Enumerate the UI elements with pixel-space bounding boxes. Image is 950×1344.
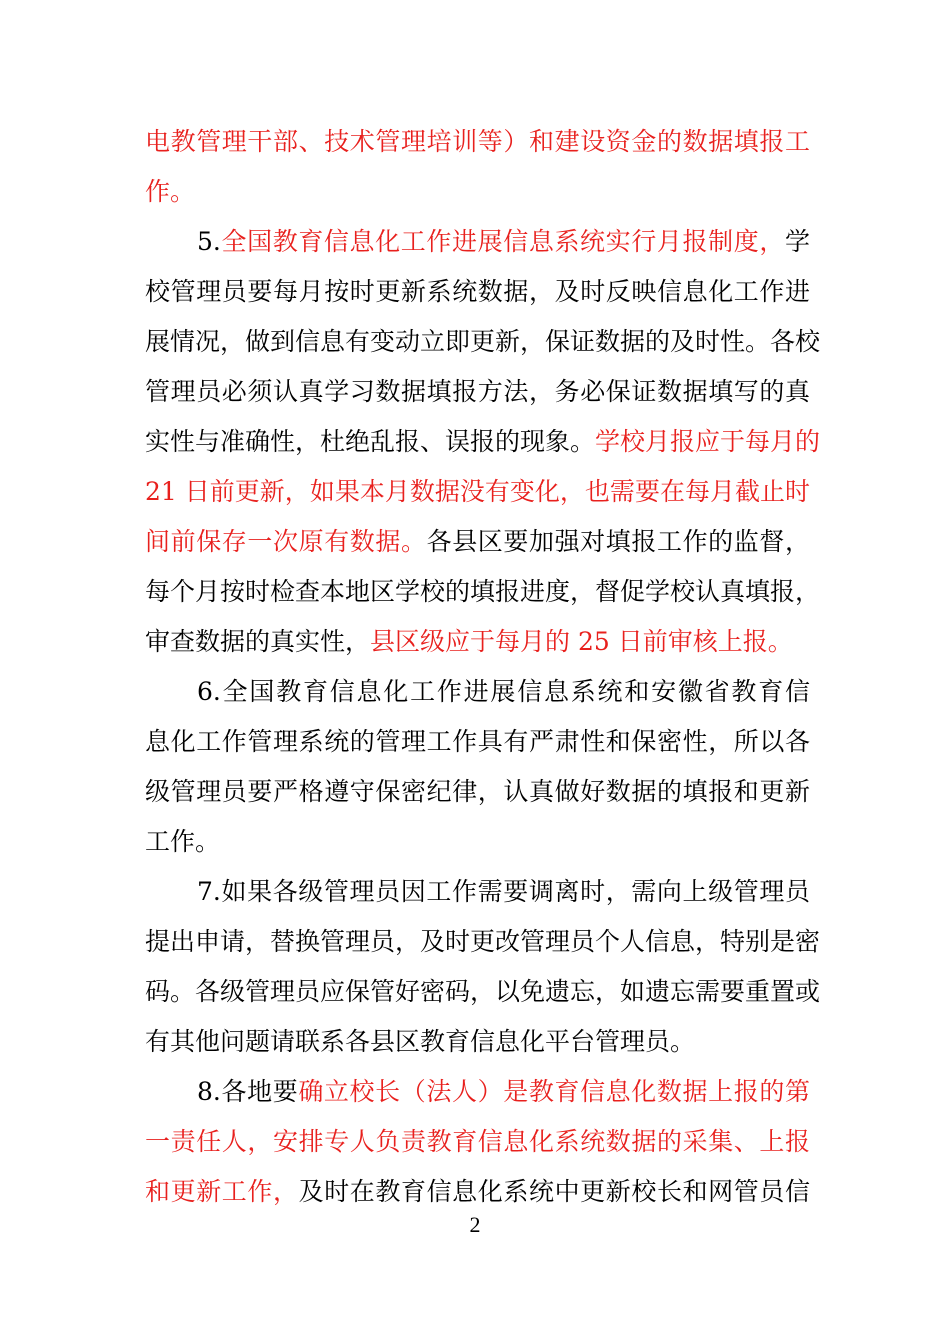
text-span: 21 日前更新，如果本月数据没有变化，也需要在每月截止时 [145,477,810,506]
text-span: 5. [197,227,221,256]
text-span: 级管理员要严格遵守保密纪律，认真做好数据的填报和更新 [145,777,810,806]
paragraph-7-start [197,877,810,907]
text-line [145,627,810,657]
text-span: 电教管理干部、技术管理培训等）和建设资金的数据填报工 [145,127,810,156]
text-span: 提出申请，替换管理员，及时更改管理员个人信息，特别是密 [145,927,821,956]
paragraph-6-start [197,677,810,707]
text-line [145,127,810,157]
text-line [145,177,810,207]
text-span: 6.全国教育信息化工作进展信息系统和安徽省教育信 [197,677,810,706]
text-line [145,1177,810,1207]
text-line [145,727,810,757]
text-span: 息化工作管理系统的管理工作具有严肃性和保密性，所以各 [145,727,810,756]
text-span: 7.如果各级管理员因工作需要调离时，需向上级管理员 [197,877,810,906]
text-span: 实性与准确性，杜绝乱报、误报的现象。 [145,427,596,456]
text-span: 及时在教育信息化系统中更新校长和网管员信 [298,1177,810,1206]
text-line [145,1127,810,1157]
text-line [145,327,821,357]
text-span: 县区级应于每月的 25 日前审核上报。 [370,627,793,656]
text-span: 每个月按时检查本地区学校的填报进度，督促学校认真填报， [145,577,821,606]
text-span: 确立校长（法人）是教育信息化数据上报的第 [298,1077,810,1106]
text-span: 全国教育信息化工作进展信息系统实行月报制度， [220,227,785,256]
text-line [145,427,821,457]
text-span: 8.各地要 [197,1077,299,1106]
page-number: 2 [469,1212,481,1237]
text-line [145,477,810,507]
text-span: 一责任人，安排专人负责教育信息化系统数据的采集、上报 [145,1127,810,1156]
text-span: 审查数据的真实性， [145,627,371,656]
text-span: 工作。 [145,827,221,856]
text-line [145,827,810,857]
paragraph-5-start [197,227,810,257]
text-span: 展情况，做到信息有变动立即更新，保证数据的及时性。各校 [145,327,821,356]
text-line [145,777,810,807]
text-line [145,977,821,1007]
text-span: 校管理员要每月按时更新系统数据，及时反映信息化工作进 [145,277,810,306]
text-line [145,577,821,607]
text-span: 学校月报应于每月的 [595,427,821,456]
text-line [145,527,810,557]
text-line [145,377,810,407]
text-span: 管理员必须认真学习数据填报方法，务必保证数据填写的真 [145,377,810,406]
text-line [145,1027,810,1057]
text-line [145,277,810,307]
text-span: 有其他问题请联系各县区教育信息化平台管理员。 [145,1027,696,1056]
text-span: 和更新工作， [145,1177,299,1206]
text-span: 作。 [145,177,196,206]
text-line [145,927,821,957]
text-span: 各县区要加强对填报工作的监督， [426,527,810,556]
text-span: 学 [784,227,810,256]
text-span: 间前保存一次原有数据。 [145,527,427,556]
text-span: 码。各级管理员应保管好密码，以免遗忘，如遗忘需要重置或 [145,977,821,1006]
paragraph-8-start [197,1077,810,1107]
